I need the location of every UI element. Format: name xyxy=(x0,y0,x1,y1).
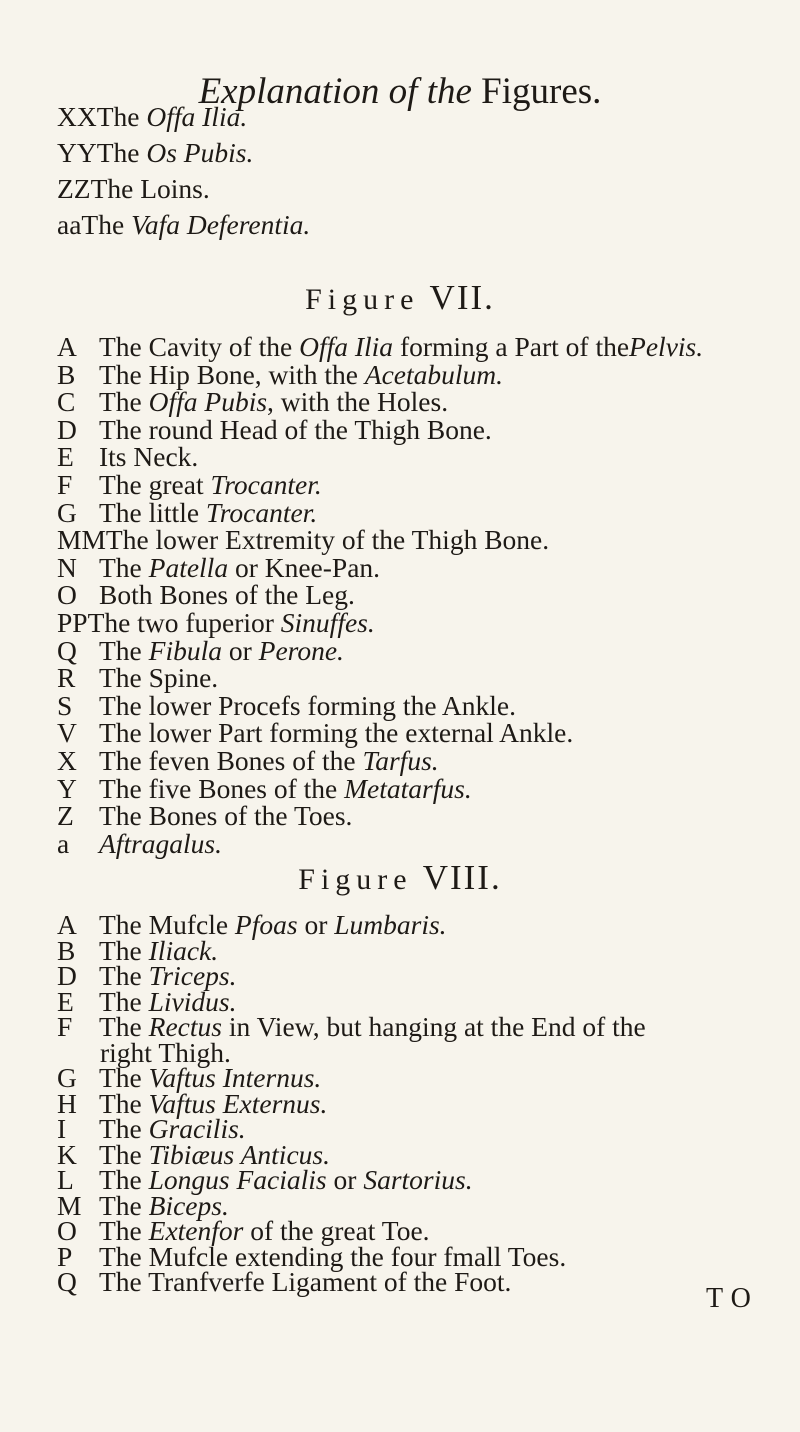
entry-text: The lower Procefs forming the Ankle. xyxy=(99,689,516,721)
entry-key: S xyxy=(57,689,73,721)
entry-line xyxy=(57,172,777,206)
entry-text: or xyxy=(221,634,259,666)
entry-italic: Os Pubis. xyxy=(146,137,254,168)
entry-key: B xyxy=(57,358,76,390)
entry-key: Q xyxy=(57,634,77,666)
entry-text: The xyxy=(96,137,147,168)
entry-text: or xyxy=(297,909,335,940)
entry-key: D xyxy=(57,960,77,991)
entry-text: The xyxy=(81,209,132,240)
entry-italic: Trocanter. xyxy=(205,496,318,528)
entry-key: F xyxy=(57,1011,73,1042)
entry-italic: Offa Ilia. xyxy=(146,101,248,132)
catchword: TO xyxy=(706,1283,759,1314)
entry-text: in View, but hanging at the End of the xyxy=(221,1011,646,1042)
entry-key: MM xyxy=(57,524,106,556)
entry-text: or xyxy=(326,1164,364,1195)
entry-text: The xyxy=(99,1062,149,1093)
figure-label: Figure xyxy=(305,283,420,316)
entry-italic: Triceps. xyxy=(148,960,237,991)
figure-label: Figure xyxy=(298,863,413,896)
entry-key: ZZ xyxy=(57,173,91,204)
entry-italic: Biceps. xyxy=(148,1189,229,1221)
entry-key: D xyxy=(57,413,77,445)
entry-line xyxy=(57,100,777,134)
entry-key: N xyxy=(57,551,77,583)
figure-viii-heading xyxy=(0,858,800,898)
entry-italic: Vafa Deferentia. xyxy=(131,209,311,240)
entry-text: The xyxy=(99,634,149,666)
entry-key: aa xyxy=(57,209,82,240)
entry-text: forming a Part of the xyxy=(393,331,630,362)
entry-key: I xyxy=(57,1113,67,1144)
entry-key: Z xyxy=(57,800,74,832)
entry-key: XX xyxy=(57,101,97,132)
entry-italic: Iliack. xyxy=(148,934,219,966)
entry-italic: Offa Pubis xyxy=(148,386,268,418)
entry-text: The five Bones of the xyxy=(99,772,345,804)
entry-key: Q xyxy=(57,1266,77,1297)
entry-italic: Vaftus Internus. xyxy=(148,1062,322,1093)
entry-key: E xyxy=(57,441,74,473)
entry-italic: Pelvis. xyxy=(629,331,704,362)
entry-italic: Metatarfus. xyxy=(344,772,472,804)
entry-text: The Spine. xyxy=(99,662,219,694)
entry-key: A xyxy=(57,909,77,940)
entry-text: of the great Toe. xyxy=(243,1215,430,1246)
entry-key: H xyxy=(57,1087,77,1119)
entry-key: Y xyxy=(57,772,77,804)
entry-key: E xyxy=(57,985,74,1017)
entry-italic: Rectus xyxy=(148,1011,222,1042)
running-head-italic: Explanation of the xyxy=(198,71,472,112)
entry-italic: Vaftus Externus. xyxy=(148,1087,328,1119)
entry-line xyxy=(57,136,777,170)
entry-text: The xyxy=(99,386,149,418)
entry-text: The xyxy=(99,1138,149,1170)
entry-text: Its Neck. xyxy=(99,441,199,473)
entry-text: The round Head of the Thigh Bone. xyxy=(99,413,492,445)
entry-italic: Sartorius. xyxy=(363,1164,473,1195)
entry-italic: Gracilis. xyxy=(148,1113,246,1144)
entry-text: The Bones of the Toes. xyxy=(99,800,353,832)
running-head-roman: Figures. xyxy=(481,71,602,112)
entry-key: C xyxy=(57,386,76,418)
entry-key: B xyxy=(57,934,76,966)
entry-key: O xyxy=(57,579,77,611)
entry-key: R xyxy=(57,662,76,694)
entry-key: L xyxy=(57,1164,74,1195)
entry-key: P xyxy=(57,1240,73,1272)
entry-line xyxy=(57,827,777,861)
entry-italic: Extenfor xyxy=(148,1215,244,1246)
entry-italic: Acetabulum. xyxy=(364,358,504,390)
entry-text: The Cavity of the xyxy=(99,331,300,362)
entry-italic: Patella xyxy=(148,551,229,583)
entry-italic: Lividus. xyxy=(148,985,237,1017)
entry-italic: Perone. xyxy=(258,634,344,666)
entry-italic: Sinuffes. xyxy=(280,607,375,638)
entry-key: V xyxy=(57,717,77,749)
entry-key: G xyxy=(57,1062,77,1093)
entry-key: YY xyxy=(57,137,97,168)
entry-key: K xyxy=(57,1138,77,1170)
entry-text: The xyxy=(99,1113,149,1144)
entry-key: F xyxy=(57,469,73,500)
entry-text: The xyxy=(99,551,149,583)
entry-text: The xyxy=(99,985,149,1017)
entry-text: The xyxy=(96,101,147,132)
entry-text: The Mufcle xyxy=(99,909,235,940)
entry-key: M xyxy=(57,1189,82,1221)
entry-text: The xyxy=(99,960,149,991)
entry-text: The two fuperior xyxy=(87,607,281,638)
entry-italic: Tarfus. xyxy=(362,745,439,776)
entry-italic: Tibiæus Anticus. xyxy=(148,1138,330,1170)
entry-italic: Pfoas xyxy=(234,909,298,940)
entry-text: The great xyxy=(99,469,211,500)
entry-italic: Aftragalus. xyxy=(99,827,222,859)
entry-text: The xyxy=(99,1011,149,1042)
figure-number: VII. xyxy=(429,278,495,317)
entry-key: a xyxy=(57,827,70,859)
figure-number: VIII. xyxy=(422,858,502,897)
entry-text: The xyxy=(99,1164,149,1195)
entry-italic: Lumbaris. xyxy=(334,909,447,940)
entry-text: right Thigh. xyxy=(100,1036,231,1068)
entry-text: The feven Bones of the xyxy=(99,745,363,776)
entry-text: The little xyxy=(99,496,206,528)
entry-text: The xyxy=(99,1189,149,1221)
entry-text: The xyxy=(99,1087,149,1119)
entry-text: The lower Part forming the external Ankle. xyxy=(99,717,574,749)
figure-vii-heading xyxy=(0,278,800,318)
entry-italic: Fibula xyxy=(148,634,222,666)
entry-italic: Longus Facialis xyxy=(148,1164,327,1195)
entry-text: , with the Holes. xyxy=(267,386,449,418)
entry-key: X xyxy=(57,745,77,776)
entry-text: The xyxy=(99,1215,149,1246)
entry-text: or Knee-Pan. xyxy=(228,551,381,583)
entry-line xyxy=(57,1265,777,1299)
entry-line xyxy=(57,208,777,242)
entry-text: The Tranfverfe Ligament of the Foot. xyxy=(99,1266,512,1297)
entry-key: O xyxy=(57,1215,77,1246)
entry-key: G xyxy=(57,496,77,528)
entry-text: The lower Extremity of the Thigh Bone. xyxy=(105,524,550,556)
entry-key: PP xyxy=(57,607,88,638)
entry-italic: Trocanter. xyxy=(210,469,322,500)
entry-key: A xyxy=(57,331,77,362)
entry-text: Both Bones of the Leg. xyxy=(99,579,355,611)
entry-italic: Offa Ilia xyxy=(299,331,394,362)
entry-text: The Hip Bone, with the xyxy=(99,358,365,390)
entry-text: The xyxy=(99,934,149,966)
entry-text: The Mufcle extending the four fmall Toes. xyxy=(99,1240,567,1272)
entry-text: The Loins. xyxy=(90,173,210,204)
